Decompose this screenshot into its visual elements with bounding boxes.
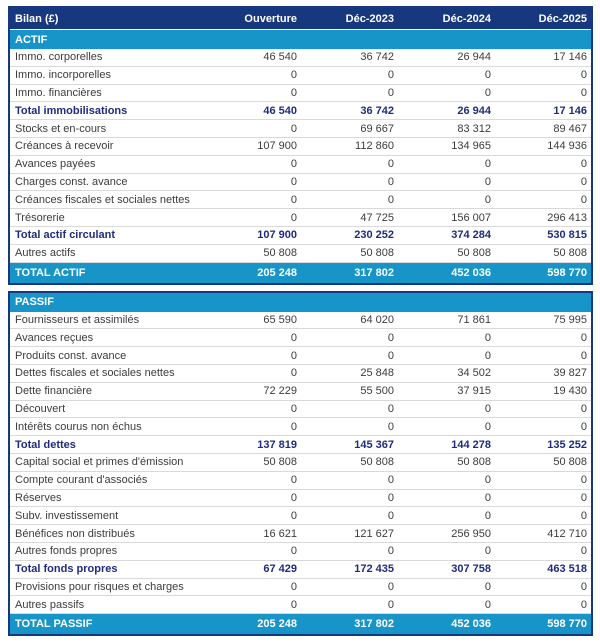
row-value: 50 808 [263, 247, 297, 260]
row-value: 0 [484, 158, 491, 171]
row-value: 0 [484, 420, 491, 433]
row-value: 0 [387, 491, 394, 504]
table-row [10, 454, 591, 472]
total-value: 452 036 [451, 618, 491, 631]
table-row [10, 191, 591, 209]
table-row [10, 383, 591, 401]
row-label: Total fonds propres [15, 563, 118, 576]
table-row [10, 85, 591, 103]
row-label: Intérêts courus non échus [15, 420, 142, 433]
table-row [10, 401, 591, 419]
row-value: 0 [290, 69, 297, 82]
row-value: 0 [290, 509, 297, 522]
row-label: Stocks et en-cours [15, 122, 107, 135]
row-value: 55 500 [360, 385, 394, 398]
row-value: 0 [484, 193, 491, 206]
row-label: Découvert [15, 402, 66, 415]
row-label: Avances payées [15, 158, 96, 171]
row-value: 144 278 [451, 438, 491, 451]
row-value: 0 [290, 367, 297, 380]
row-label: Produits const. avance [15, 349, 127, 362]
row-label: Autres passifs [15, 598, 85, 611]
row-value: 0 [484, 509, 491, 522]
row-value: 37 915 [457, 385, 491, 398]
row-value: 0 [580, 175, 587, 188]
row-label: Créances fiscales et sociales nettes [15, 193, 190, 206]
row-value: 34 502 [457, 367, 491, 380]
table-row [10, 209, 591, 227]
row-value: 50 808 [360, 456, 394, 469]
row-value: 0 [580, 509, 587, 522]
row-value: 36 742 [360, 51, 394, 64]
table-row [10, 174, 591, 192]
section-title: PASSIF [15, 296, 54, 309]
row-value: 69 667 [360, 122, 394, 135]
row-value: 25 848 [360, 367, 394, 380]
total-value: 598 770 [547, 266, 587, 279]
row-value: 107 900 [257, 229, 297, 242]
row-value: 0 [580, 158, 587, 171]
row-value: 0 [290, 402, 297, 415]
row-value: 0 [387, 545, 394, 558]
row-value: 50 808 [457, 247, 491, 260]
row-value: 47 725 [360, 211, 394, 224]
row-value: 0 [580, 86, 587, 99]
row-value: 65 590 [263, 313, 297, 326]
row-value: 17 146 [553, 104, 587, 117]
row-value: 0 [387, 474, 394, 487]
section-title: ACTIF [15, 33, 48, 46]
row-value: 0 [580, 193, 587, 206]
row-label: Fournisseurs et assimilés [15, 313, 140, 326]
table-row [10, 245, 591, 263]
row-value: 0 [387, 175, 394, 188]
table-row [10, 120, 591, 138]
section-header-passif [10, 293, 591, 312]
row-label: Bénéfices non distribués [15, 527, 135, 540]
table-row [10, 490, 591, 508]
row-label: Créances à recevoir [15, 140, 114, 153]
row-value: 0 [387, 420, 394, 433]
row-value: 0 [387, 86, 394, 99]
row-value: 156 007 [451, 211, 491, 224]
row-value: 50 808 [553, 456, 587, 469]
row-value: 72 229 [263, 385, 297, 398]
row-label: Total immobilisations [15, 104, 128, 117]
table-row [10, 507, 591, 525]
row-value: 0 [290, 193, 297, 206]
row-value: 374 284 [451, 229, 491, 242]
header-bilan: Bilan (£) [15, 12, 59, 25]
row-value: 463 518 [547, 563, 587, 576]
row-value: 67 429 [263, 563, 297, 576]
row-value: 64 020 [360, 313, 394, 326]
row-value: 0 [484, 580, 491, 593]
row-value: 107 900 [257, 140, 297, 153]
row-label: Compte courant d'associés [15, 474, 148, 487]
row-value: 50 808 [360, 247, 394, 260]
row-label: Subv. investissement [15, 509, 119, 522]
row-value: 50 808 [263, 456, 297, 469]
total-value: 598 770 [547, 618, 587, 631]
row-value: 26 944 [457, 51, 491, 64]
row-value: 0 [580, 545, 587, 558]
table-row [10, 596, 591, 614]
row-value: 0 [580, 598, 587, 611]
row-value: 112 860 [355, 140, 394, 153]
row-value: 296 413 [547, 211, 587, 224]
row-value: 0 [580, 491, 587, 504]
subtotal-row [10, 561, 591, 579]
row-value: 0 [290, 598, 297, 611]
table-row [10, 156, 591, 174]
header-col-ouverture: Ouverture [244, 12, 297, 25]
subtotal-row [10, 227, 591, 245]
row-label: Immo. incorporelles [15, 69, 111, 82]
total-label: TOTAL ACTIF [15, 266, 86, 279]
row-value: 0 [484, 491, 491, 504]
row-value: 0 [484, 474, 491, 487]
subtotal-row [10, 436, 591, 454]
total-value: 205 248 [257, 618, 297, 631]
row-value: 0 [387, 598, 394, 611]
table-row [10, 329, 591, 347]
row-value: 0 [484, 69, 491, 82]
row-value: 230 252 [354, 229, 394, 242]
row-value: 19 430 [553, 385, 587, 398]
table-row [10, 138, 591, 156]
total-label: TOTAL PASSIF [15, 618, 93, 631]
table-row [10, 347, 591, 365]
row-value: 307 758 [451, 563, 491, 576]
row-value: 50 808 [553, 247, 587, 260]
row-value: 0 [387, 331, 394, 344]
row-value: 134 965 [451, 140, 491, 153]
row-value: 0 [290, 331, 297, 344]
row-value: 50 808 [457, 456, 491, 469]
row-value: 0 [290, 474, 297, 487]
row-value: 0 [484, 402, 491, 415]
header-col-dec-2024: Déc-2024 [442, 12, 491, 25]
row-value: 0 [387, 580, 394, 593]
row-value: 0 [580, 580, 587, 593]
row-value: 89 467 [553, 122, 587, 135]
row-value: 0 [580, 69, 587, 82]
row-value: 172 435 [354, 563, 394, 576]
row-value: 0 [387, 402, 394, 415]
row-label: Autres actifs [15, 247, 76, 260]
row-value: 412 710 [547, 527, 587, 540]
row-label: Capital social et primes d'émission [15, 456, 184, 469]
total-value: 317 802 [354, 266, 394, 279]
row-value: 0 [290, 545, 297, 558]
table-row [10, 579, 591, 597]
subtotal-row [10, 102, 591, 120]
table-row [10, 67, 591, 85]
row-value: 0 [580, 474, 587, 487]
passif-rows [10, 293, 591, 635]
row-value: 0 [387, 158, 394, 171]
row-value: 83 312 [457, 122, 491, 135]
header-col-dec-2025: Déc-2025 [538, 12, 587, 25]
row-value: 137 819 [257, 438, 297, 451]
row-value: 0 [290, 122, 297, 135]
row-label: Charges const. avance [15, 175, 128, 188]
table-row [10, 543, 591, 561]
row-label: Avances reçues [15, 331, 94, 344]
header-col-dec-2023: Déc-2023 [345, 12, 394, 25]
row-value: 0 [580, 349, 587, 362]
row-value: 0 [580, 420, 587, 433]
passif-table [8, 291, 593, 637]
row-label: Immo. corporelles [15, 51, 103, 64]
row-value: 135 252 [547, 438, 587, 451]
table-row [10, 49, 591, 67]
row-label: Autres fonds propres [15, 545, 118, 558]
table-row [10, 525, 591, 543]
row-value: 71 861 [457, 313, 491, 326]
actif-table [8, 6, 593, 285]
row-value: 0 [484, 331, 491, 344]
row-value: 144 936 [547, 140, 587, 153]
row-value: 0 [484, 545, 491, 558]
row-label: Provisions pour risques et charges [15, 580, 184, 593]
total-row-actif [10, 263, 591, 283]
row-value: 46 540 [263, 104, 297, 117]
row-value: 0 [387, 69, 394, 82]
actif-rows [10, 30, 591, 283]
row-value: 36 742 [360, 104, 394, 117]
total-value: 317 802 [354, 618, 394, 631]
row-label: Dettes fiscales et sociales nettes [15, 367, 175, 380]
row-value: 16 621 [263, 527, 297, 540]
row-value: 0 [290, 211, 297, 224]
row-label: Total dettes [15, 438, 76, 451]
row-value: 39 827 [553, 367, 587, 380]
row-value: 75 995 [553, 313, 587, 326]
row-value: 0 [290, 491, 297, 504]
section-header-actif [10, 30, 591, 49]
total-row-passif [10, 614, 591, 634]
row-value: 0 [484, 175, 491, 188]
table-row [10, 472, 591, 490]
row-label: Immo. financières [15, 86, 102, 99]
row-value: 0 [580, 402, 587, 415]
total-value: 452 036 [451, 266, 491, 279]
row-value: 0 [290, 175, 297, 188]
row-value: 256 950 [451, 527, 491, 540]
row-value: 121 627 [354, 527, 394, 540]
row-value: 0 [484, 598, 491, 611]
row-value: 46 540 [263, 51, 297, 64]
row-value: 0 [290, 349, 297, 362]
table-row [10, 312, 591, 330]
row-label: Total actif circulant [15, 229, 116, 242]
row-value: 0 [484, 86, 491, 99]
table-row [10, 418, 591, 436]
row-value: 0 [580, 331, 587, 344]
row-label: Dette financière [15, 385, 93, 398]
row-value: 0 [290, 158, 297, 171]
row-value: 0 [484, 349, 491, 362]
row-value: 0 [290, 580, 297, 593]
row-value: 0 [290, 86, 297, 99]
row-value: 530 815 [547, 229, 587, 242]
row-label: Réserves [15, 491, 62, 504]
row-value: 0 [387, 349, 394, 362]
row-label: Trésorerie [15, 211, 65, 224]
table-header-row [10, 8, 591, 30]
row-value: 26 944 [457, 104, 491, 117]
row-value: 145 367 [354, 438, 394, 451]
row-value: 0 [387, 509, 394, 522]
row-value: 17 146 [553, 51, 587, 64]
row-value: 0 [290, 420, 297, 433]
total-value: 205 248 [257, 266, 297, 279]
row-value: 0 [387, 193, 394, 206]
table-row [10, 365, 591, 383]
